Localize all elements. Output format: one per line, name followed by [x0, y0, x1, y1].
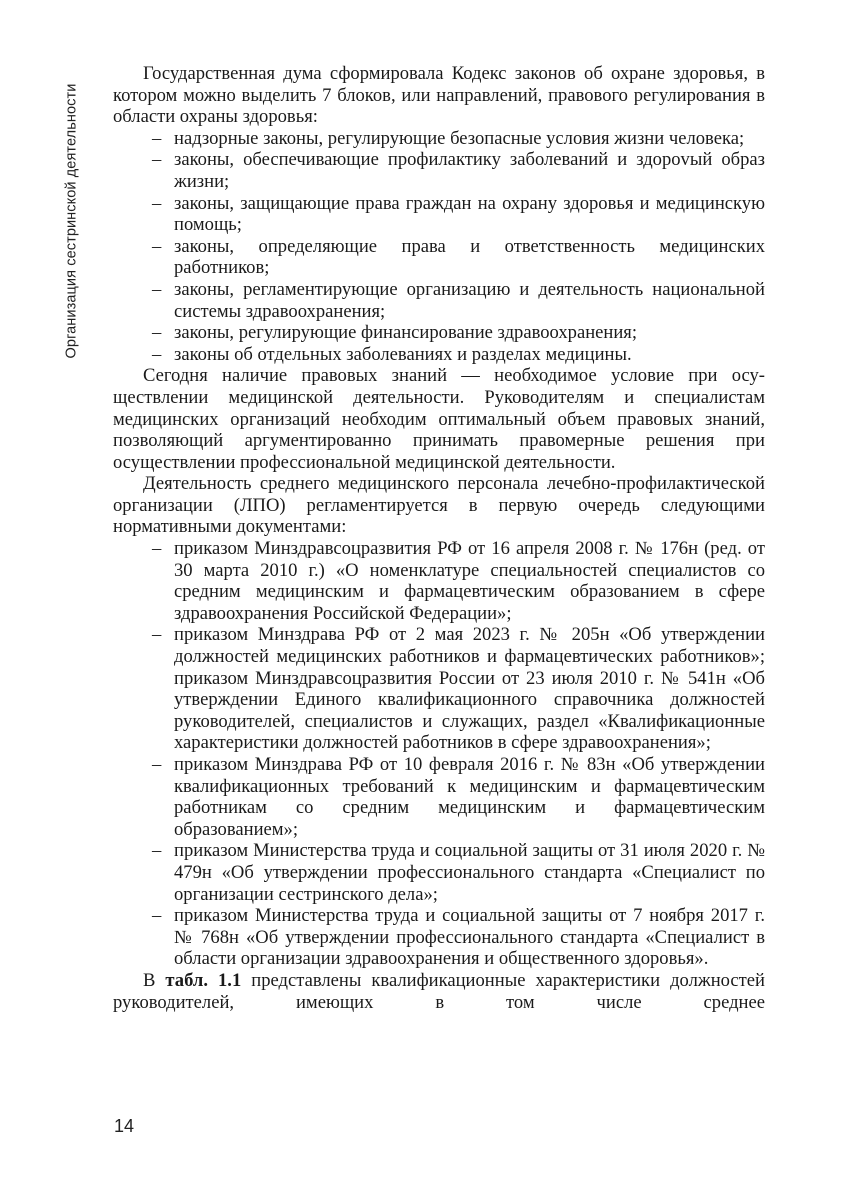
- paragraph-intro: Государственная дума сформировала Кодекс законов об охране здоровья, в котором можно выделить 7 блоков, или направлений, правового регулирования в области охраны здоровья:: [113, 63, 765, 128]
- dash-marker: –: [152, 278, 162, 300]
- running-header: [60, 76, 82, 366]
- dash-marker: –: [152, 127, 162, 149]
- list-item: – приказом Минздрава РФ от 2 мая 2023 г. № 205н «Об утверждении должностей медицинских работников и фармацевтических работников»; приказом Минздравсоцразвития России от 23 июля 2010 г. № 541н «Об утверждении Единого квалификационного справочника должностей руководителей, специалистов и служащих, раздел «Квалификационные характеристики должностей работников в сфере здравоохранения»;: [152, 624, 765, 754]
- list-item: – законы, регламентирующие организацию и деятельность национальной системы здравоохранения;: [152, 278, 765, 322]
- list-item: – законы, регулирующие финансирование здравоохранения;: [152, 322, 638, 344]
- list-item: – надзорные законы, регулирующие безопасные условия жизни человека;: [152, 127, 745, 149]
- dash-marker: –: [152, 149, 162, 171]
- list-item: – законы, определяющие права и ответственность медицинских работников;: [152, 235, 765, 279]
- dash-marker: –: [152, 538, 162, 560]
- dash-marker: –: [152, 754, 162, 775]
- paragraph-regulation: Деятельность среднего медицинского персонала лечебно-профилактической организации (ЛПО) регламентируется в первую очередь следующими нормативными документами:: [113, 473, 765, 538]
- dash-marker: –: [152, 840, 162, 862]
- list-item: – законы, защищающие права граждан на охрану здоровья и медицинскую помощь;: [152, 192, 765, 236]
- list-item: – приказом Минздрава РФ от 10 февраля 2016 г. № 83н «Об утверждении квалификационных требований к медицинским и фармацевтическим работникам со средним медицинским и фармацевтическим образованием»;: [152, 754, 765, 840]
- law-blocks-list: [113, 128, 765, 366]
- list-item: – законы об отдельных заболеваниях и разделах медицины.: [152, 343, 632, 365]
- list-item: – приказом Министерства труда и социальной защиты от 31 июля 2020 г. № 479н «Об утверждении профессионального стандарта «Специалист по организации сестринского дела»;: [152, 840, 765, 905]
- table-reference-link: табл. 1.1: [165, 969, 242, 991]
- regulatory-documents-list: [113, 538, 765, 970]
- dash-marker: –: [152, 343, 162, 365]
- page-body: [113, 63, 765, 1013]
- dash-marker: –: [152, 905, 162, 927]
- list-item: – приказом Министерства труда и социальной защиты от 7 ноября 2017 г. № 768н «Об утверждении профессионального стандарта «Специалист в области организации здравоохранения и общественного здоровья».: [152, 905, 765, 970]
- dash-marker: –: [152, 235, 162, 257]
- list-item: – приказом Минздравсоцразвития РФ от 16 апреля 2008 г. № 176н (ред. от 30 марта 2010 г.) «О номенклатуре специальностей специалистов со средним медицинским и фармацевтическим образованием в сфере здравоохранения Российской Федерации»;: [152, 538, 765, 624]
- paragraph-table-reference: В табл. 1.1 представлены квалификационные характеристики должностей руководителей, имеющих в том числе среднее: [113, 969, 765, 1013]
- dash-marker: –: [152, 192, 162, 214]
- dash-marker: –: [152, 322, 162, 344]
- running-header-text: Организация сестринской деятельности: [63, 83, 79, 359]
- list-item: – законы, обеспечивающие профилактику заболеваний и здороvый образ жизни;: [152, 149, 765, 192]
- paragraph-legal-knowledge: Сегодня наличие правовых знаний — необходимое условие при осуществлении медицинской деятельности. Руководителям и специалистам медицинских организаций необходим оптимальный объем правовых знаний, позволяющий аргументированно принимать правомерные решения при осуществлении профессиональной медицинской деятельности.: [113, 365, 765, 473]
- dash-marker: –: [152, 624, 162, 646]
- page-number: 14: [114, 1116, 135, 1136]
